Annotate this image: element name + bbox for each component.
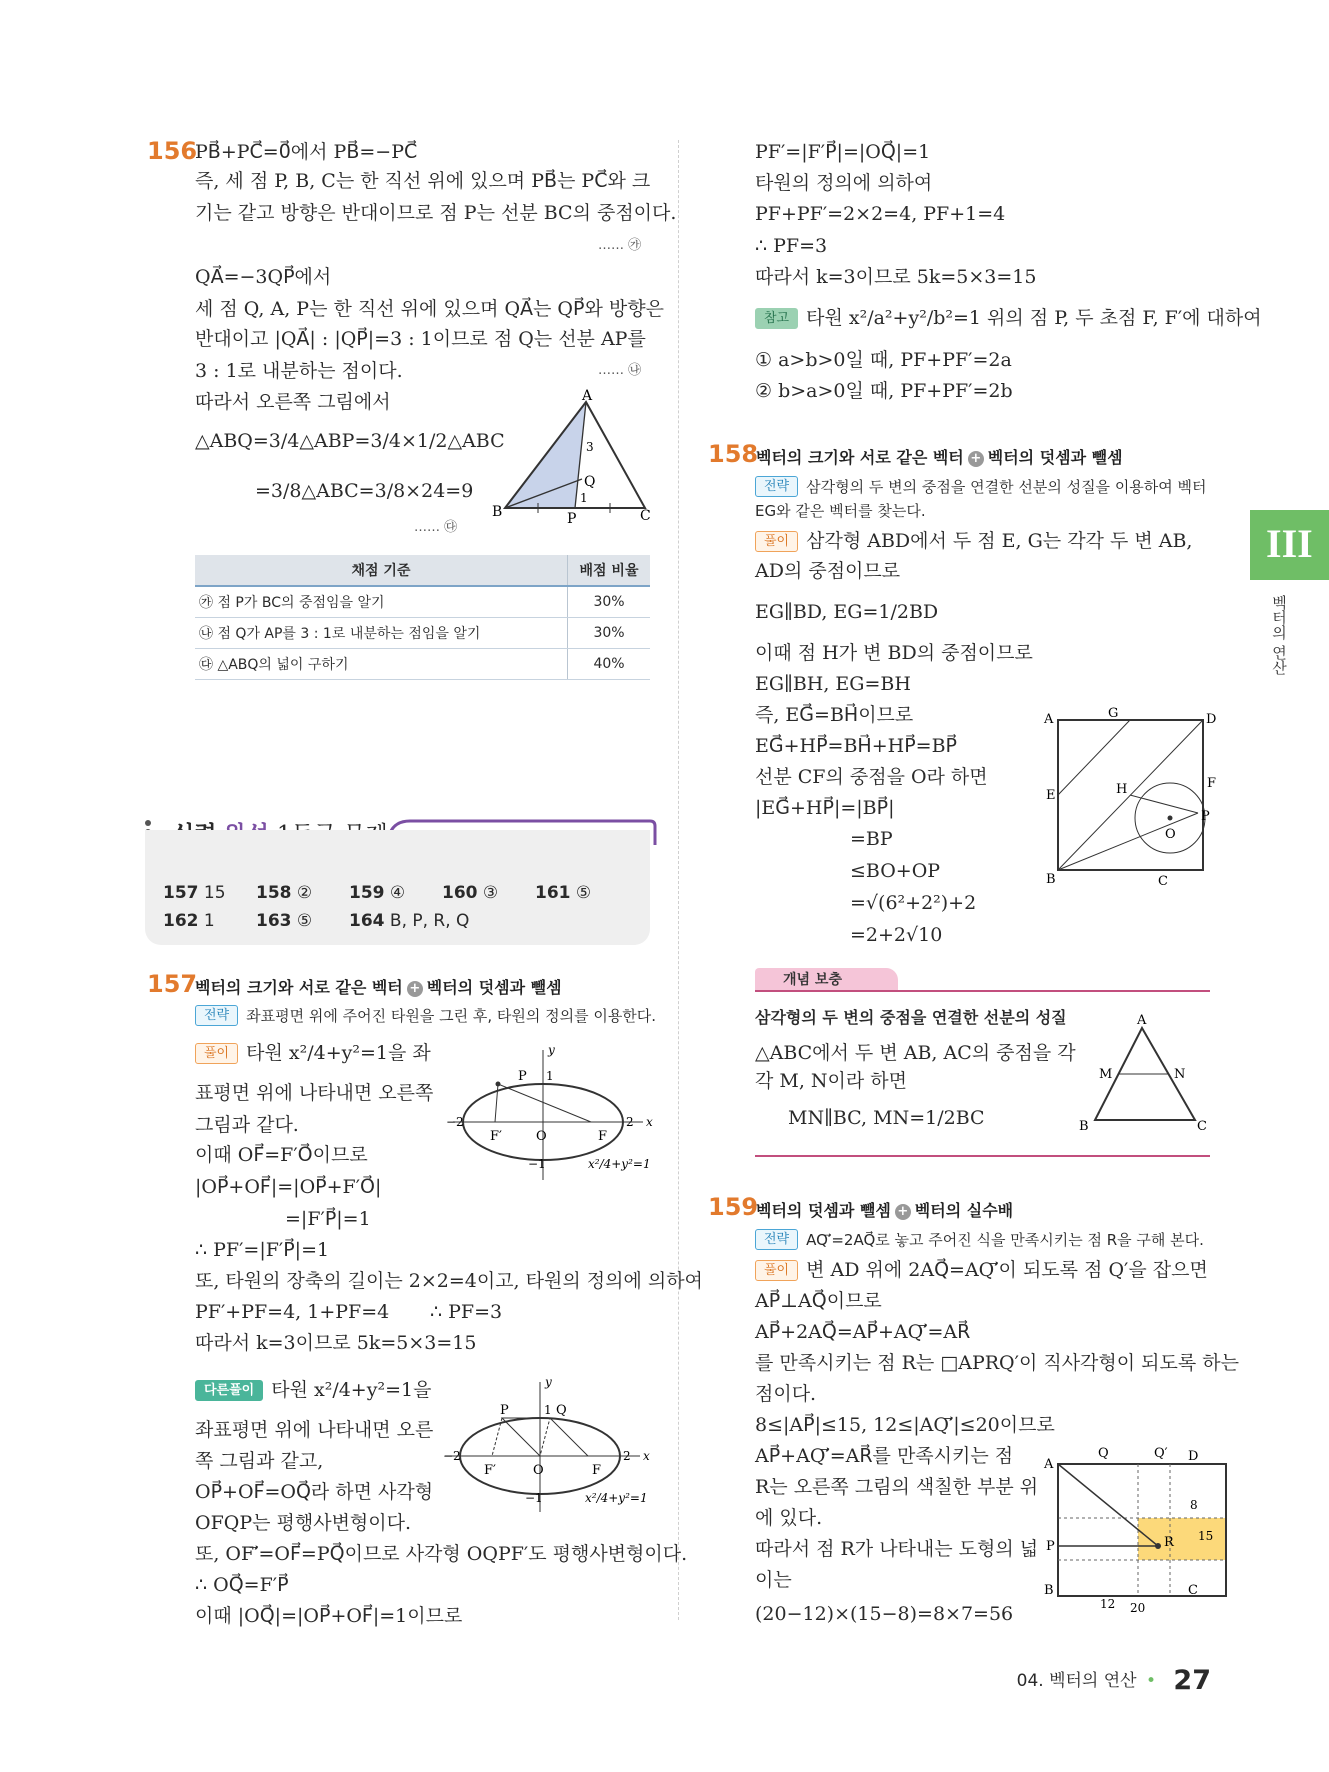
p158-line-12: =√(6²+2²)+2	[850, 892, 977, 914]
p158-line-7: EG⃗+HP⃗=BH⃗+HP⃗=BP⃗	[755, 735, 957, 757]
label-3: 3	[586, 440, 594, 454]
p159-line-11: 이는	[755, 1569, 792, 1591]
fig1-f: F	[598, 1129, 608, 1144]
p158-line-3: EG∥BD, EG=1/2BD	[755, 601, 939, 623]
p157-title: 벡터의 크기와 서로 같은 벡터 + 벡터의 덧셈과 뺄셈	[195, 978, 562, 997]
p157-alt-line-6: 또, OF′⃗=OF⃗=PQ⃗이므로 사각형 OQPF′도 평행사변형이다.	[195, 1543, 688, 1565]
p157-line-1: 풀이 타원 x²/4+y²=1을 좌	[195, 1040, 431, 1066]
p157-line-6: =|F′P⃗|=1	[285, 1208, 371, 1230]
fig1-fprime: F′	[490, 1129, 502, 1144]
sq-o: O	[1165, 827, 1176, 842]
p159-line-6: 8≤|AP⃗|≤15, 12≤|AQ′⃗|≤20이므로	[755, 1414, 1055, 1436]
p156-line-3: 기는 같고 방향은 반대이므로 점 P는 선분 BC의 중점이다.	[195, 202, 677, 224]
answer-164: 164 B, P, R, Q	[349, 911, 470, 931]
concept-line-3: MN∥BC, MN=1/2BC	[788, 1107, 985, 1129]
rg-p: P	[1046, 1539, 1055, 1554]
p159-line-5: 점이다.	[755, 1383, 817, 1405]
grading-row-3-ratio: 40%	[568, 649, 651, 680]
side-chapter-text: 벡터의 연산	[1270, 595, 1288, 675]
concept-triangle	[1075, 1012, 1215, 1132]
problem-156-number: 156	[147, 137, 198, 165]
rg-r: R	[1164, 1535, 1174, 1550]
answer-163: 163 ⑤	[256, 911, 313, 931]
fig1-two: 2	[626, 1115, 634, 1129]
label-1: 1	[580, 491, 588, 505]
p158-line-11: ≤BO+OP	[850, 860, 941, 882]
grading-header-criteria: 채점 기준	[195, 555, 568, 586]
p159-strategy: 전략 AQ′⃗=2AQ⃗로 놓고 주어진 식을 만족시키는 점 R을 구해 본다.	[755, 1226, 1204, 1253]
fig2-eq: x²/4+y²=1	[585, 1491, 648, 1505]
rt-ref-line: 참고 타원 x²/a²+y²/b²=1 위의 점 P, 두 초점 F, F′에 대하여	[755, 305, 1262, 331]
fig1-minus2: −2	[446, 1115, 464, 1129]
ct-m: M	[1099, 1067, 1113, 1082]
sq-d: D	[1206, 712, 1217, 727]
fig2-x: x	[643, 1449, 650, 1463]
fig2-f: F	[592, 1463, 602, 1478]
grading-row-1-ratio: 30%	[568, 586, 651, 618]
grading-row-1-criteria: ㉮ 점 P가 BC의 중점임을 알기	[195, 586, 568, 618]
p158-line-4: 이때 점 H가 변 BD의 중점이므로	[755, 642, 1033, 664]
label-a: A	[582, 388, 593, 404]
p159-title: 벡터의 덧셈과 뺄셈 + 벡터의 실수배	[756, 1201, 1014, 1220]
fig1-y: y	[548, 1043, 555, 1057]
p156-line-9: △ABQ=3/4△ABP=3/4×1/2△ABC	[195, 430, 505, 452]
fig2-two: 2	[623, 1449, 631, 1463]
label-c: C	[640, 508, 651, 524]
p158-line-8: 선분 CF의 중점을 O라 하면	[755, 766, 988, 788]
rg-20: 20	[1130, 1601, 1146, 1615]
problem-158-number: 158	[708, 440, 759, 468]
fig2-minus2: −2	[443, 1449, 461, 1463]
fig2-q: Q	[556, 1403, 567, 1418]
problem-157-number: 157	[147, 970, 198, 998]
p157-alt-line-8: 이때 |OQ⃗|=|OP⃗+OF⃗|=1이므로	[195, 1605, 463, 1627]
p158-strategy-2: EG와 같은 벡터를 찾는다.	[755, 502, 926, 520]
grading-header-ratio: 배점 비율	[568, 555, 651, 586]
p157-strategy: 전략 좌표평면 위에 주어진 타원을 그린 후, 타원의 정의를 이용한다.	[195, 1002, 656, 1029]
p159-line-2: AP⃗⊥AQ⃗이므로	[755, 1290, 882, 1312]
p156-line-10: =3/8△ABC=3/8×24=9	[255, 480, 474, 502]
fig1-p: P	[518, 1069, 527, 1084]
p156-line-6: 반대이고 |QA⃗| : |QP⃗|=3 : 1이므로 점 Q는 선분 AP를	[195, 328, 646, 350]
problem-159-number: 159	[708, 1193, 759, 1221]
concept-line-1: △ABC에서 두 변 AB, AC의 중점을 각	[755, 1042, 1076, 1064]
p157-line-8: 또, 타원의 장축의 길이는 2×2=4이고, 타원의 정의에 의하여	[195, 1270, 703, 1292]
rg-a: A	[1044, 1457, 1054, 1472]
p159-line-8: R는 오른쪽 그림의 색칠한 부분 위	[755, 1476, 1039, 1498]
rt-line-2: 타원의 정의에 의하여	[755, 172, 933, 194]
triangle-abc-figure	[490, 388, 660, 527]
rt-line-1: PF′=|F′P⃗|=|OQ⃗|=1	[755, 141, 931, 163]
label-p: P	[567, 511, 577, 527]
p156-mark-2: …… ㉯	[598, 363, 642, 378]
sq-a: A	[1044, 712, 1054, 727]
p159-line-12: (20−12)×(15−8)=8×7=56	[755, 1603, 1014, 1625]
grading-table	[195, 555, 650, 680]
footer-dot: •	[1145, 1671, 1157, 1691]
fig1-o: O	[536, 1129, 547, 1144]
footer-chapter: 04. 벡터의 연산	[1016, 1671, 1137, 1691]
page-footer	[1017, 1665, 1211, 1696]
side-tab-label: III	[1266, 521, 1313, 566]
sq-h: H	[1116, 782, 1128, 797]
rg-12: 12	[1100, 1597, 1116, 1611]
p156-line-1: PB⃗+PC⃗=0⃗에서 PB⃗=−PC⃗	[195, 141, 418, 163]
p159-line-10: 따라서 점 R가 나타내는 도형의 넓	[755, 1538, 1039, 1560]
answer-159: 159 ④	[349, 883, 406, 903]
p159-line-7: AP⃗+AQ′⃗=AR⃗를 만족시키는 점	[755, 1445, 1014, 1467]
p158-line-5: EG∥BH, EG=BH	[755, 673, 911, 695]
rt-line-4: ∴ PF=3	[755, 235, 828, 257]
rg-d: D	[1188, 1449, 1199, 1464]
sq-c: C	[1158, 874, 1168, 889]
rt-ref-2: ② b>a>0일 때, PF+PF′=2b	[755, 380, 1013, 402]
concept-title: 삼각형의 두 변의 중점을 연결한 선분의 성질	[755, 1008, 1067, 1027]
p157-alt-line-1: 다른풀이 타원 x²/4+y²=1을	[195, 1377, 431, 1403]
label-b: B	[492, 504, 503, 520]
column-divider	[678, 140, 679, 1620]
ellipse-figure-2	[440, 1372, 655, 1517]
p157-alt-line-2: 좌표평면 위에 나타내면 오른	[195, 1419, 434, 1441]
fig2-fprime: F′	[484, 1463, 496, 1478]
rt-line-3: PF+PF′=2×2=4, PF+1=4	[755, 203, 1006, 225]
p157-line-3: 그림과 같다.	[195, 1114, 299, 1136]
rg-15: 15	[1198, 1529, 1214, 1543]
p156-mark-1: …… ㉮	[598, 238, 642, 253]
grading-row-2-ratio: 30%	[568, 618, 651, 649]
fig1-eq: x²/4+y²=1	[588, 1157, 651, 1171]
rectangle-region-figure	[1040, 1442, 1220, 1615]
fig2-one: 1	[544, 1403, 552, 1417]
answer-158: 158 ②	[256, 883, 313, 903]
rt-ref-1: ① a>b>0일 때, PF+PF′=2a	[755, 349, 1012, 371]
fig2-minus1: −1	[525, 1491, 543, 1505]
sq-f: F	[1207, 776, 1217, 791]
concept-line-2: 각 M, N이라 하면	[755, 1070, 908, 1092]
ellipse-figure-1	[448, 1040, 658, 1185]
grading-row-2-criteria: ㉯ 점 Q가 AP를 3 : 1로 내분하는 점임을 알기	[195, 618, 568, 649]
sq-b: B	[1046, 872, 1056, 887]
p157-line-4: 이때 OF⃗=F′O⃗이므로	[195, 1144, 368, 1166]
ct-n: N	[1174, 1067, 1186, 1082]
sq-e: E	[1046, 788, 1056, 803]
p158-line-2: AD의 중점이므로	[755, 560, 901, 582]
p159-line-3: AP⃗+2AQ⃗=AP⃗+AQ′⃗=AR⃗	[755, 1321, 971, 1343]
answer-161: 161 ⑤	[535, 883, 592, 903]
fig1-one: 1	[546, 1069, 554, 1083]
rg-8: 8	[1190, 1498, 1198, 1512]
answer-162: 162 1	[163, 911, 215, 931]
p157-line-2: 표평면 위에 나타내면 오른쪽	[195, 1082, 434, 1104]
p158-line-6: 즉, EG⃗=BH⃗이므로	[755, 704, 914, 726]
grading-row-3-criteria: ㉰ △ABQ의 넓이 구하기	[195, 649, 568, 680]
sq-g: G	[1108, 706, 1119, 721]
fig2-y: y	[545, 1375, 552, 1389]
p158-line-10: =BP	[850, 828, 893, 850]
p157-line-7: ∴ PF′=|F′P⃗|=1	[195, 1239, 330, 1261]
page-number: 27	[1173, 1665, 1211, 1696]
p158-line-9: |EG⃗+HP⃗|=|BP⃗|	[755, 797, 895, 819]
p159-line-4: 를 만족시키는 점 R는 □APRQ′이 직사각형이 되도록 하는	[755, 1352, 1239, 1374]
p157-line-5: |OP⃗+OF⃗|=|OP⃗+F′O⃗|	[195, 1176, 382, 1198]
p158-line-13: =2+2√10	[850, 924, 943, 946]
p158-title: 벡터의 크기와 서로 같은 벡터 + 벡터의 덧셈과 뺄셈	[756, 448, 1123, 467]
rt-line-5: 따라서 k=3이므로 5k=5×3=15	[755, 266, 1037, 288]
fig1-x: x	[646, 1115, 653, 1129]
p159-line-1: 풀이 변 AD 위에 2AQ⃗=AQ′⃗이 되도록 점 Q′을 잡으면	[755, 1257, 1208, 1283]
label-q: Q	[584, 474, 596, 490]
fig2-o: O	[533, 1463, 544, 1478]
fig1-minus1: −1	[528, 1157, 546, 1171]
p156-mark-3: …… ㉰	[414, 520, 458, 535]
sq-p: P	[1201, 809, 1210, 824]
p157-line-9: PF′+PF=4, 1+PF=4	[195, 1301, 390, 1323]
p159-line-9: 에 있다.	[755, 1507, 823, 1529]
p157-alt-line-7: ∴ OQ⃗=F′P⃗	[195, 1574, 289, 1596]
square-figure	[1040, 705, 1220, 889]
rg-q: Q	[1098, 1446, 1109, 1461]
fig2-p: P	[500, 1403, 509, 1418]
p157-line-10: ∴ PF=3	[430, 1301, 503, 1323]
ct-b: B	[1079, 1119, 1089, 1134]
p158-line-1: 풀이 삼각형 ABD에서 두 점 E, G는 각각 두 변 AB,	[755, 528, 1192, 554]
answer-157: 157 15	[163, 883, 226, 903]
concept-tag: 개념 보충	[755, 968, 898, 992]
rg-c: C	[1188, 1583, 1198, 1598]
rg-qprime: Q′	[1154, 1446, 1168, 1461]
p156-line-7: 3 : 1로 내분하는 점이다.	[195, 360, 403, 382]
p156-line-4: QA⃗=−3QP⃗에서	[195, 266, 332, 288]
p157-line-11: 따라서 k=3이므로 5k=5×3=15	[195, 1332, 477, 1354]
p156-line-8: 따라서 오른쪽 그림에서	[195, 391, 391, 413]
p156-line-2: 즉, 세 점 P, B, C는 한 직선 위에 있으며 PB⃗는 PC⃗와 크	[195, 170, 651, 192]
ct-a: A	[1137, 1013, 1147, 1028]
p157-alt-line-5: OFQP는 평행사변형이다.	[195, 1512, 412, 1534]
p157-alt-line-3: 쪽 그림과 같고,	[195, 1450, 324, 1472]
ct-c: C	[1197, 1119, 1207, 1134]
answer-160: 160 ③	[442, 883, 499, 903]
p156-line-5: 세 점 Q, A, P는 한 직선 위에 있으며 QA⃗는 QP⃗와 방향은	[195, 298, 664, 320]
p158-strategy-1: 전략 삼각형의 두 변의 중점을 연결한 선분의 성질을 이용하여 벡터	[755, 473, 1207, 500]
p157-alt-line-4: OP⃗+OF⃗=OQ⃗라 하면 사각형	[195, 1481, 434, 1503]
chapter-side-tab	[1250, 510, 1329, 580]
rg-b: B	[1044, 1583, 1054, 1598]
